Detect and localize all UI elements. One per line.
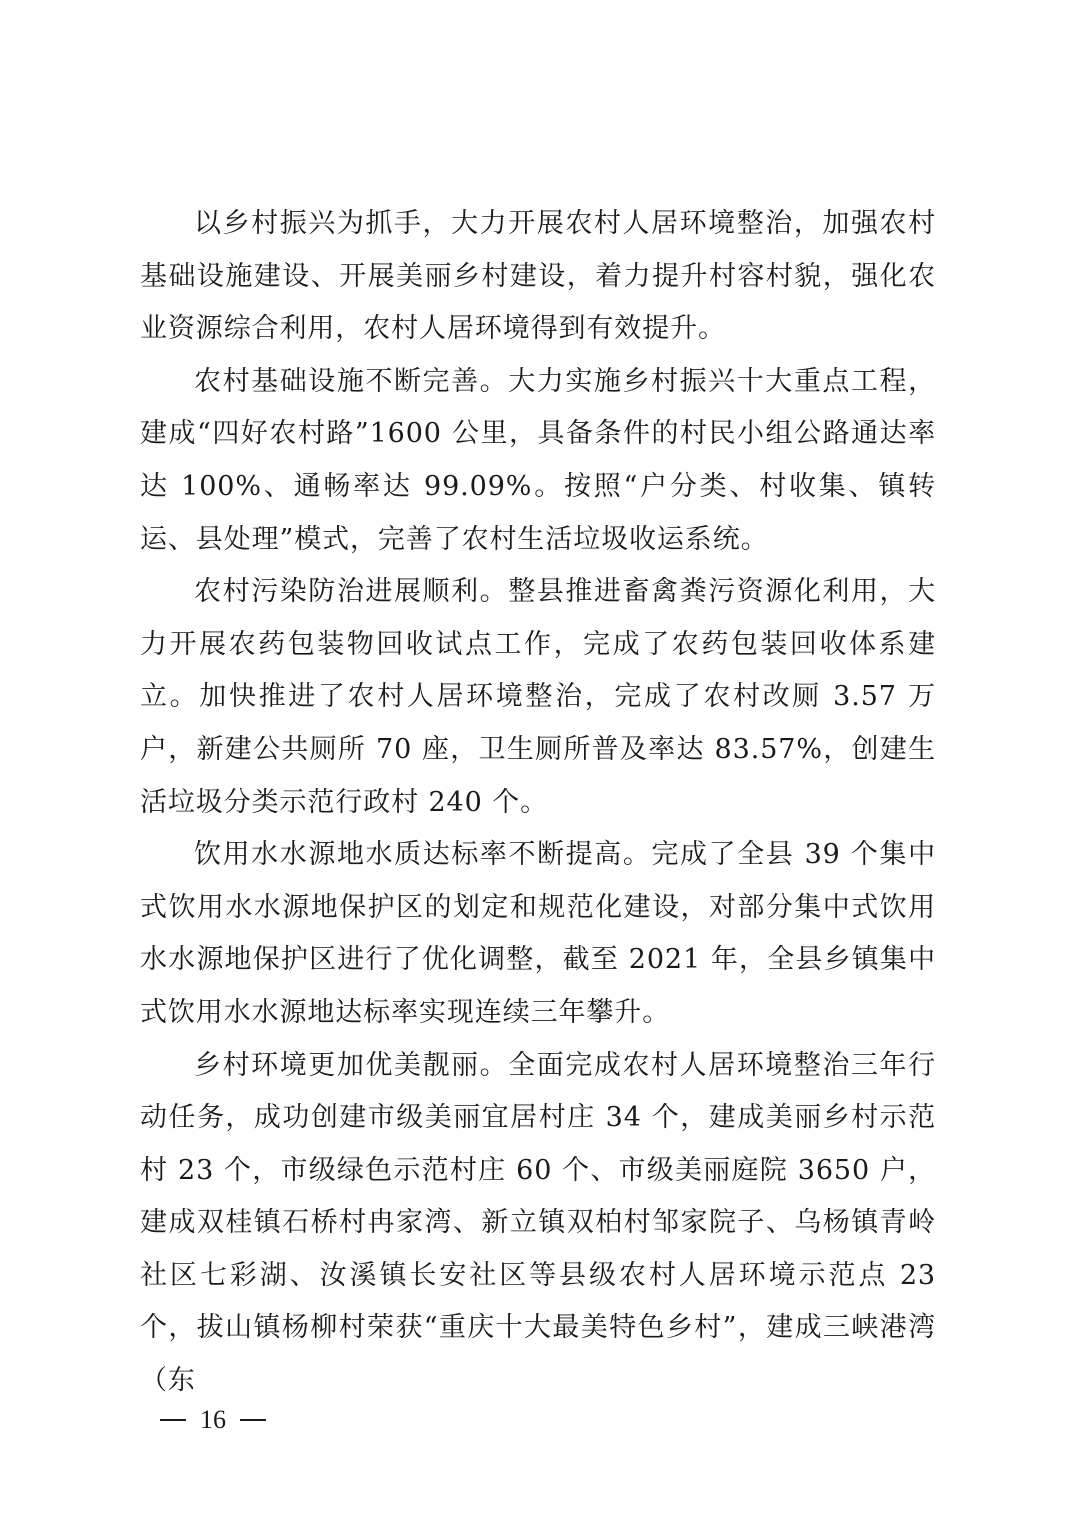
paragraph-rural-environment: 乡村环境更加优美靓丽。全面完成农村人居环境整治三年行动任务，成功创建市级美丽宜居村庄 34 个，建成美丽乡村示范村 23 个，市级绿色示范村庄 60 个、市级美丽庭院 3650 户，建成双桂镇石桥村冉家湾、新立镇双柏村邹家院子、乌杨镇青岭社区七彩湖、汝溪镇长安社区等县级农村人居环境示范点 23 个，拔山镇杨柳村荣获“重庆十大最美特色乡村”，建成三峡港湾（东: [140, 1049, 936, 1397]
paragraph-intro: 以乡村振兴为抓手，大力开展农村人居环境整治，加强农村基础设施建设、开展美丽乡村建设，着力提升村容村貌，强化农业资源综合利用，农村人居环境得到有效提升。: [140, 208, 936, 345]
page-footer: [160, 1400, 266, 1440]
right-dash: [240, 1419, 266, 1421]
paragraph-pollution-control: 农村污染防治进展顺利。整县推进畜禽粪污资源化利用，大力开展农药包装物回收试点工作，完成了农药包装回收体系建立。加快推进了农村人居环境整治，完成了农村改厕 3.57 万户，新建公共厕所 70 座，卫生厕所普及率达 83.57%，创建生活垃圾分类示范行政村 240 个。: [140, 576, 936, 818]
left-dash: [160, 1419, 186, 1421]
paragraph-water-source: 饮用水水源地水质达标率不断提高。完成了全县 39 个集中式饮用水水源地保护区的划定和规范化建设，对部分集中式饮用水水源地保护区进行了优化调整，截至 2021 年，全县乡镇集中式饮用水水源地达标率实现连续三年攀升。: [140, 839, 936, 1028]
body-text: [140, 198, 936, 1408]
page-number: 16: [200, 1405, 226, 1434]
paragraph-infrastructure: 农村基础设施不断完善。大力实施乡村振兴十大重点工程，建成“四好农村路”1600 公里，具备条件的村民小组公路通达率达 100%、通畅率达 99.09%。按照“户分类、村收集、镇转运、县处理”模式，完善了农村生活垃圾收运系统。: [140, 365, 936, 555]
